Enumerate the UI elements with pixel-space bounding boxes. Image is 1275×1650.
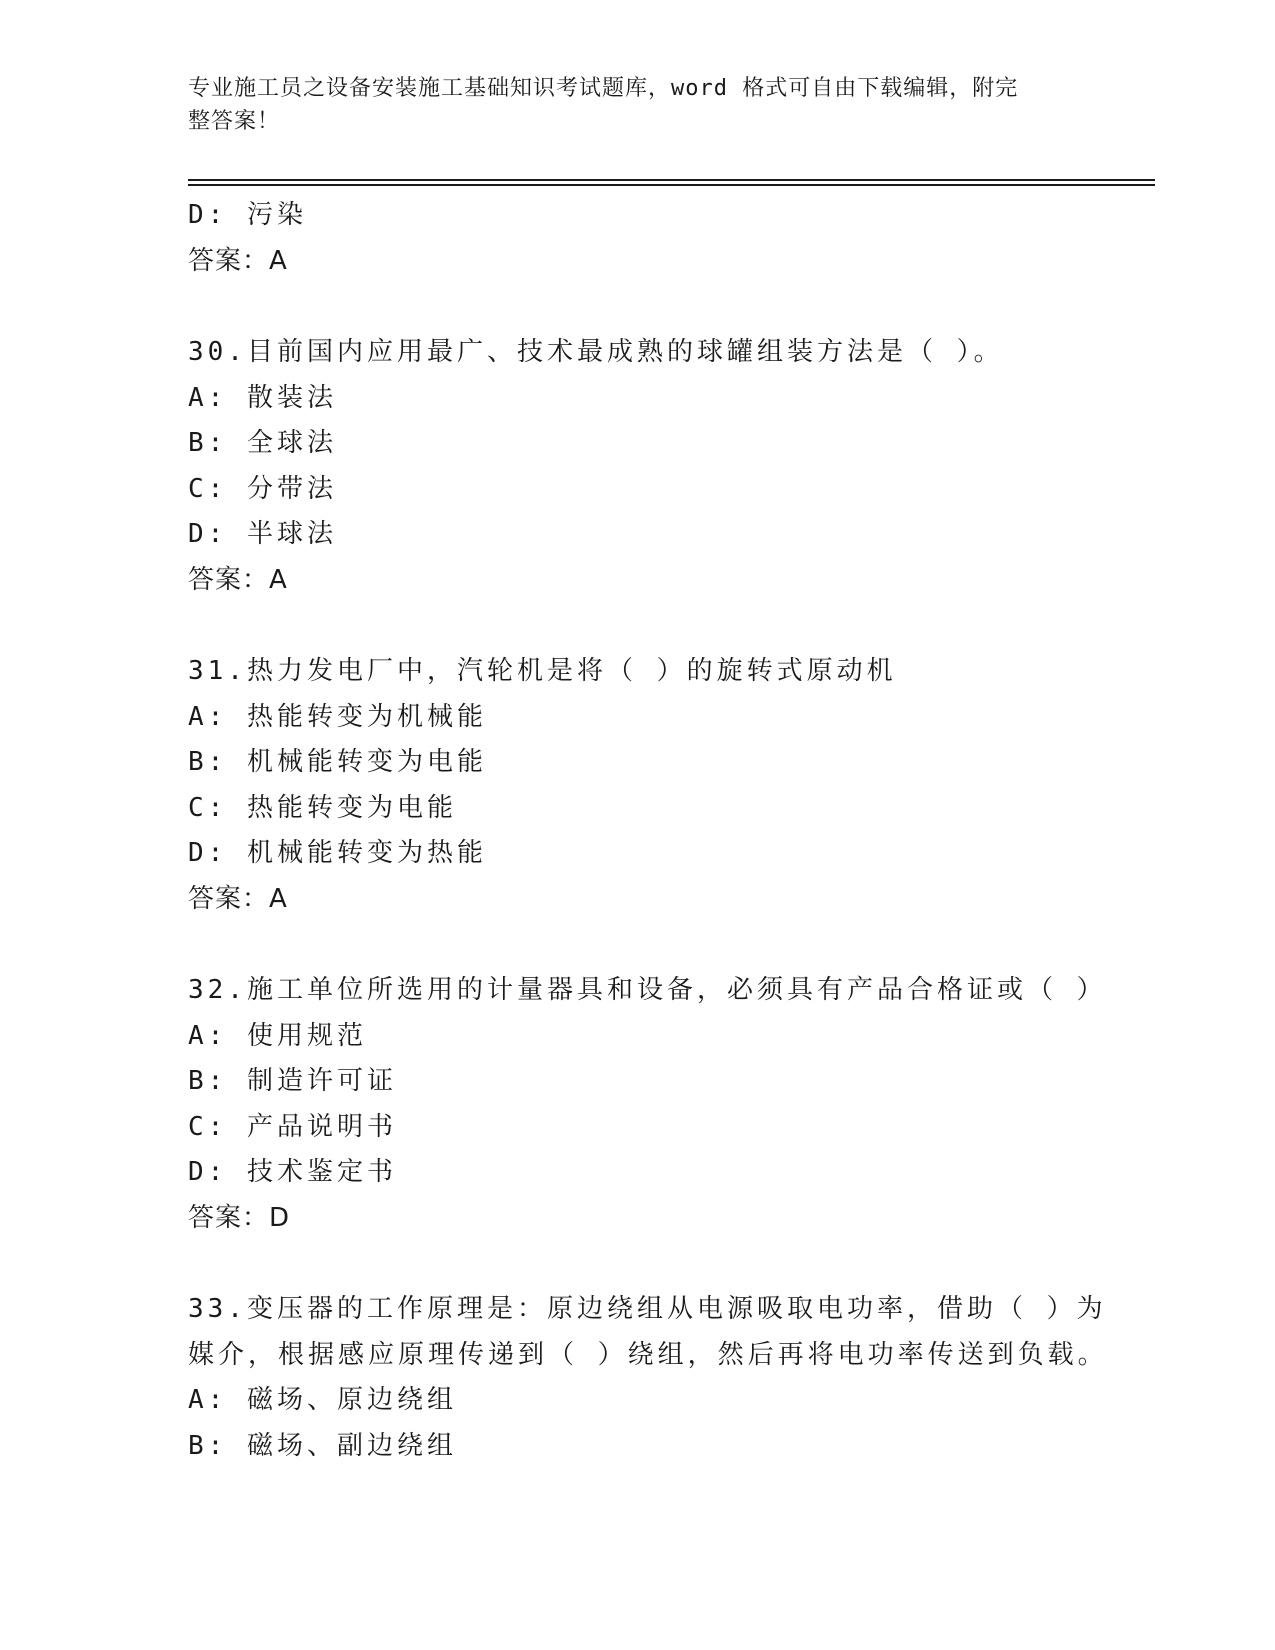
header-line-1: 专业施工员之设备安装施工基础知识考试题库，word 格式可自由下载编辑，附完: [188, 76, 1019, 101]
option-d: D: 半球法: [188, 519, 337, 549]
header-rule-bottom: [188, 184, 1155, 186]
question-text: 31.热力发电厂中，汽轮机是将（ ）的旋转式原动机: [188, 656, 897, 686]
option-a: A: 热能转变为机械能: [188, 701, 487, 732]
option-a: A: 散装法: [188, 382, 337, 413]
question-text: 32.施工单位所选用的计量器具和设备，必须具有产品合格证或（ ）: [188, 975, 1107, 1005]
question-text-line-1: 33.变压器的工作原理是：原边绕组从电源吸取电功率，借助（ ）为: [188, 1294, 1107, 1324]
answer-line: 答案：A: [188, 245, 288, 276]
header-line-2: 整答案！: [188, 109, 281, 134]
option-b: B: 全球法: [188, 428, 337, 458]
question-list: [188, 193, 1108, 1469]
answer-line: 答案：A: [188, 883, 288, 914]
option-b: B: 磁场、副边绕组: [188, 1430, 457, 1461]
question-32: [188, 968, 1107, 1241]
question-text: 30.目前国内应用最广、技术最成熟的球罐组装方法是（ ）。: [188, 337, 1004, 367]
answer-line: 答案：D: [188, 1202, 291, 1233]
option-b: B: 机械能转变为电能: [188, 747, 487, 777]
option-c: C: 分带法: [188, 473, 337, 504]
question-text-line-2: 媒介，根据感应原理传递到（ ）绕组，然后再将电功率传送到负载。: [188, 1339, 1108, 1370]
option-d: D: 污染: [188, 200, 307, 230]
option-b: B: 制造许可证: [188, 1066, 397, 1096]
option-d: D: 机械能转变为热能: [188, 838, 487, 868]
option-c: C: 热能转变为电能: [188, 792, 457, 823]
answer-line: 答案：A: [188, 564, 288, 595]
option-c: C: 产品说明书: [188, 1111, 397, 1142]
header-rule-top: [188, 179, 1155, 181]
option-a: A: 磁场、原边绕组: [188, 1385, 457, 1415]
question-30: [188, 330, 1098, 603]
option-d: D: 技术鉴定书: [188, 1157, 397, 1187]
document-header: [188, 72, 1088, 138]
question-31: [188, 649, 1098, 922]
option-a: A: 使用规范: [188, 1020, 367, 1051]
question-33: [188, 1287, 1108, 1469]
